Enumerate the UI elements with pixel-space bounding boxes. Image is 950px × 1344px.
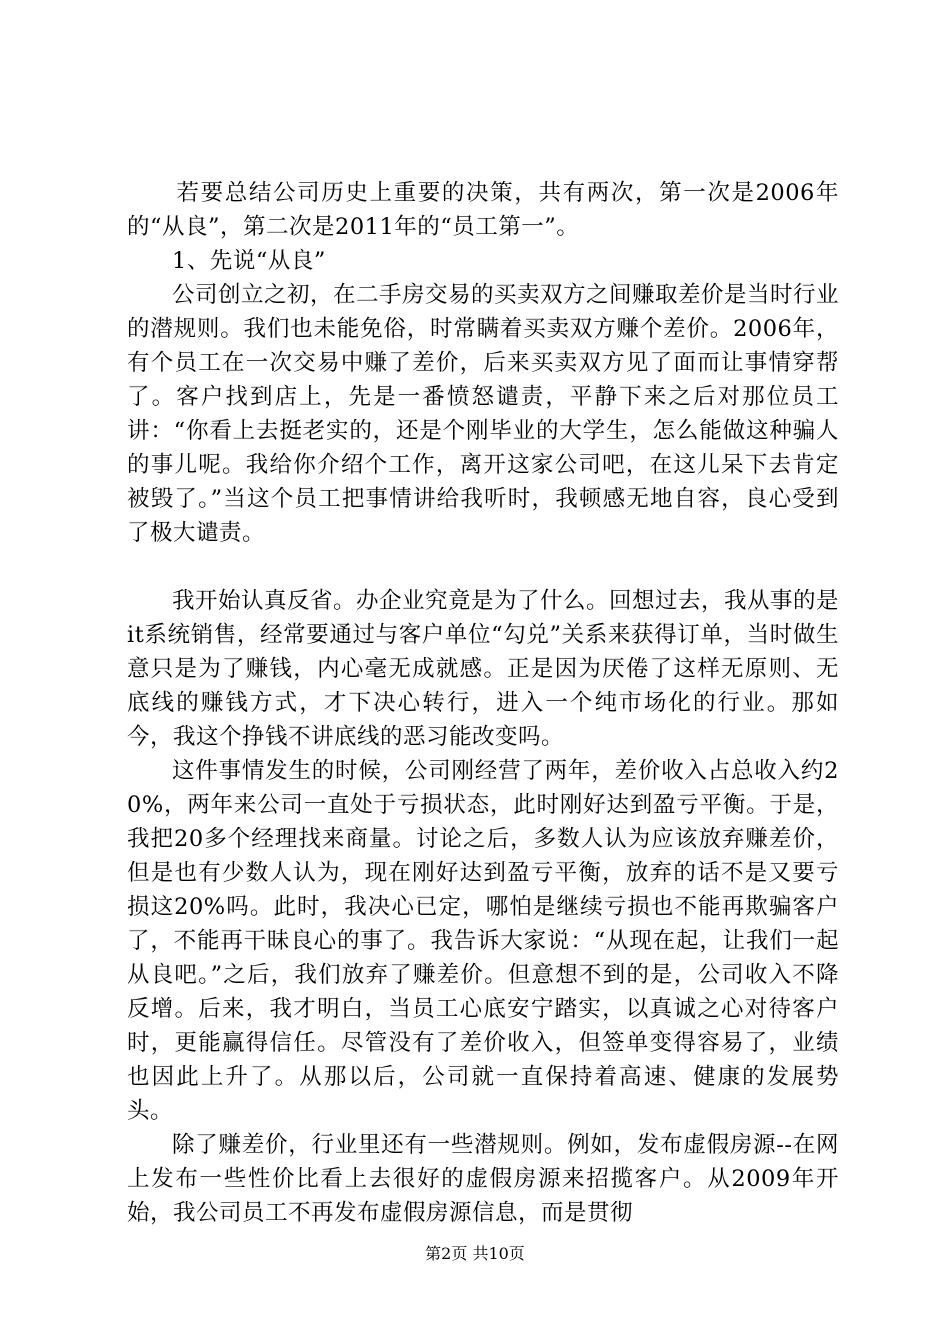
- page-number-footer: 第2页 共10页: [425, 1244, 525, 1263]
- section-heading: 1、先说“从良”: [172, 248, 326, 274]
- paragraph-other-rules: 除了赚差价，行业里还有一些潜规则。例如，发布虚假房源--在网上发布一些性价比看上去很好的虚假房源来招揽客户。从2009年开始，我公司员工不再发布虚假房源信息，而是贯彻: [127, 1132, 839, 1226]
- paragraph-intro: 若要总结公司历史上重要的决策，共有两次，第一次是2006年的“从良”，第二次是2011年的“员工第一”。: [127, 180, 839, 240]
- paragraph-decision: 这件事情发生的时候，公司刚经营了两年，差价收入占总收入约20%，两年来公司一直处于亏损状态，此时刚好达到盈亏平衡。于是，我把20多个经理找来商量。讨论之后，多数人认为应该放弃赚差价，但是也有少数人认为，现在刚好达到盈亏平衡，放弃的话不是又要亏损这20%吗。此时，我决心已定，哪怕是继续亏损也不能再欺骗客户了，不能再干昧良心的事了。我告诉大家说：“从现在起，让我们一起从良吧。”之后，我们放弃了赚差价。但意想不到的是，公司收入不降反增。后来，我才明白，当员工心底安宁踏实，以真诚之心对待客户时，更能赢得信任。尽管没有了差价收入，但签单变得容易了，业绩也因此上升了。从那以后，公司就一直保持着高速、健康的发展势头。: [127, 758, 839, 1124]
- paragraph-reflection: 我开始认真反省。办企业究竟是为了什么。回想过去，我从事的是it系统销售，经常要通过与客户单位“勾兑”关系来获得订单，当时做生意只是为了赚钱，内心毫无成就感。正是因为厌倦了这样无原则、无底线的赚钱方式，才下决心转行，进入一个纯市场化的行业。那如今，我这个挣钱不讲底线的恶习能改变吗。: [127, 588, 840, 750]
- paragraph-origin: 公司创立之初，在二手房交易的买卖双方之间赚取差价是当时行业的潜规则。我们也未能免俗，时常瞒着买卖双方赚个差价。2006年，有个员工在一次交易中赚了差价，后来买卖双方见了面而让事情穿帮了。客户找到店上，先是一番愤怒谴责，平静下来之后对那位员工讲：“你看上去挺老实的，还是个刚毕业的大学生，怎么能做这种骗人的事儿呢。我给你介绍个工作，离开这家公司吧，在这儿呆下去肯定被毁了。”当这个员工把事情讲给我听时，我顿感无地自容，良心受到了极大谴责。: [127, 282, 840, 546]
- document-body: [127, 176, 839, 1230]
